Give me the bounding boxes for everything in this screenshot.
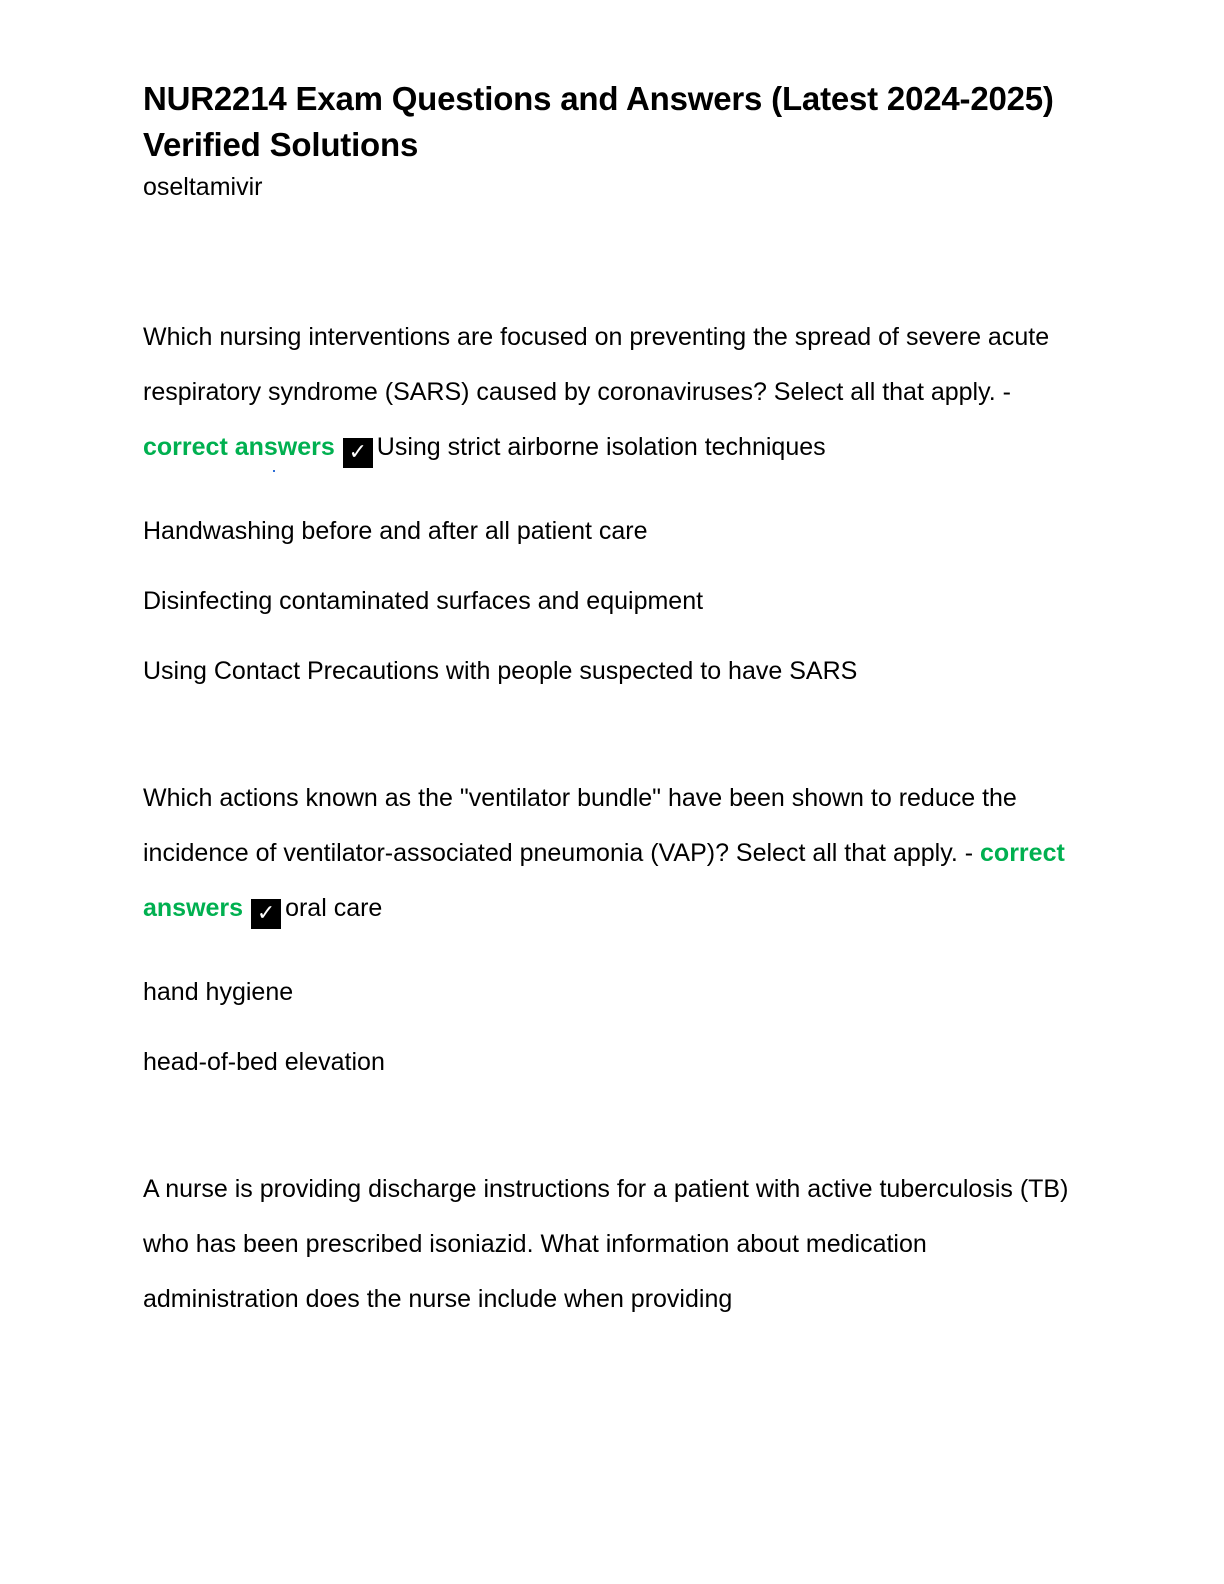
question-2-text: Which actions known as the "ventilator bundle" have been shown to reduce the incidence of ventilator-associated pneumonia (VAP)? Select all that apply. - bbox=[143, 784, 1017, 867]
question-1-text: Which nursing interventions are focused on preventing the spread of severe acute respiratory syndrome (SARS) caused by coronaviruses? Select all that apply. - bbox=[143, 323, 1050, 406]
stray-mark bbox=[273, 470, 275, 472]
question-2-answer-3: head-of-bed elevation bbox=[143, 1048, 385, 1076]
question-2 bbox=[143, 771, 1083, 936]
question-1-answer-2: Handwashing before and after all patient care bbox=[143, 517, 648, 545]
question-3 bbox=[143, 1162, 1083, 1327]
check-mark-icon: ✓ bbox=[251, 899, 281, 929]
question-1-answer-1: Using strict airborne isolation techniques bbox=[376, 433, 826, 461]
question-1-answer-4: Using Contact Precautions with people suspected to have SARS bbox=[143, 657, 858, 685]
question-2-answer-2: hand hygiene bbox=[143, 978, 294, 1006]
document-body bbox=[143, 76, 1083, 1327]
previous-answer-text: oseltamivir bbox=[143, 173, 263, 201]
question-1 bbox=[143, 310, 1083, 475]
page-title: NUR2214 Exam Questions and Answers (Latest 2024-2025) Verified Solutions bbox=[143, 80, 1054, 163]
correct-answers-label: correct answers bbox=[143, 433, 335, 461]
check-mark-icon: ✓ bbox=[343, 438, 373, 468]
correct-answers-label: correct answers bbox=[143, 839, 1065, 922]
question-3-text: A nurse is providing discharge instructions for a patient with active tuberculosis (TB) who has been prescribed isoniazid. What information about medication administration does the nurse include when providing bbox=[143, 1175, 1069, 1313]
question-1-answer-3: Disinfecting contaminated surfaces and equipment bbox=[143, 587, 704, 615]
question-2-answer-1: oral care bbox=[285, 894, 383, 922]
